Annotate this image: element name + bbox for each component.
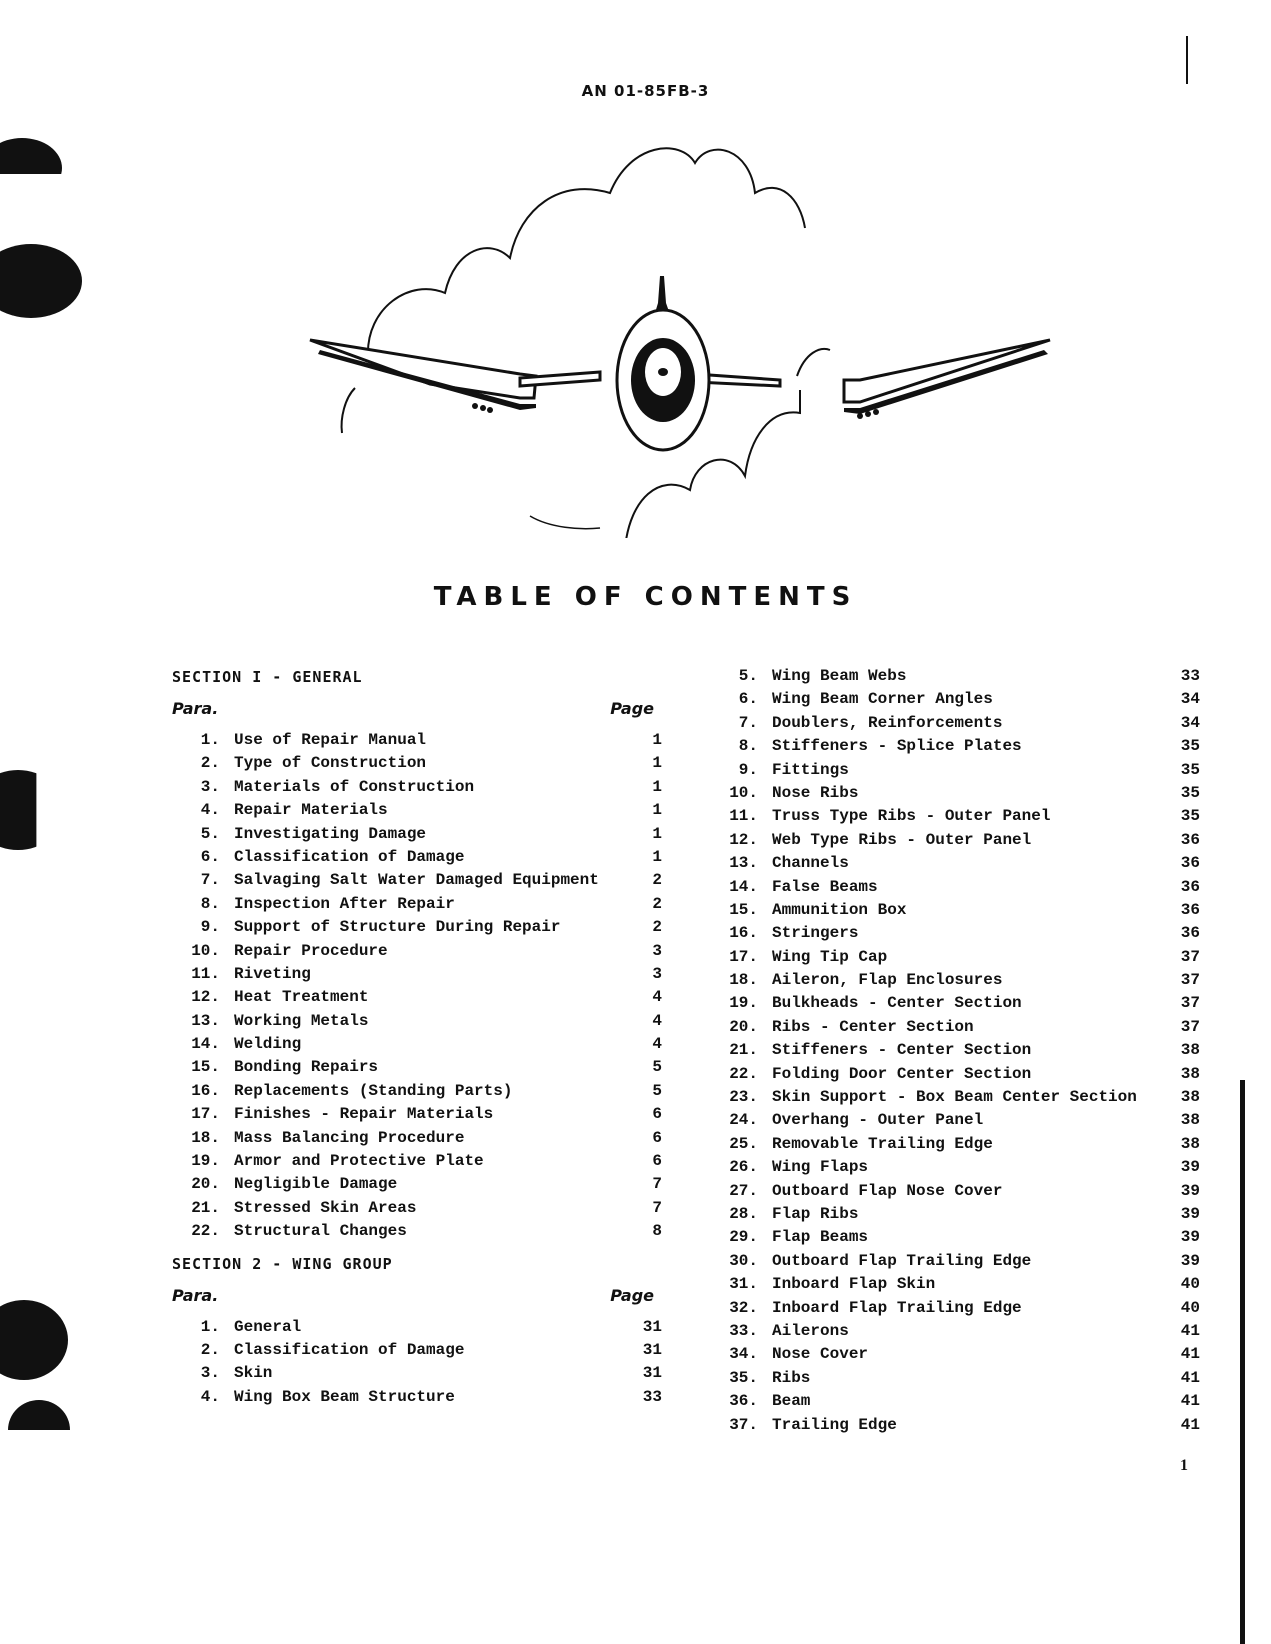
entry-title: Support of Structure During Repair <box>234 918 561 937</box>
entry-number: 33. <box>729 1321 758 1340</box>
entry-page: 41 <box>1180 1345 1200 1364</box>
entry-title: Removable Trailing Edge <box>772 1134 993 1153</box>
entry-page: 1 <box>652 824 662 843</box>
entry-page: 41 <box>1180 1321 1200 1340</box>
entry-number: 10. <box>729 783 758 802</box>
toc-entry[interactable] <box>710 1016 1200 1039</box>
entry-page: 34 <box>1180 690 1200 709</box>
toc-entry[interactable] <box>710 1273 1200 1296</box>
entry-title: Classification of Damage <box>234 847 465 866</box>
entry-page: 38 <box>1180 1064 1200 1083</box>
airplane-clouds-illustration <box>300 118 1100 538</box>
entry-title: Nose Cover <box>772 1345 869 1364</box>
entry-title: Doublers, Reinforcements <box>772 713 1003 732</box>
entry-title: Inspection After Repair <box>234 894 455 913</box>
entry-title: Wing Tip Cap <box>772 947 888 966</box>
toc-list <box>710 665 1200 1437</box>
entry-number: 23. <box>729 1088 758 1107</box>
entry-title: Aileron, Flap Enclosures <box>772 971 1003 990</box>
entry-number: 18. <box>191 1128 220 1147</box>
entry-number: 9. <box>200 918 220 937</box>
toc-entry[interactable] <box>172 1173 662 1196</box>
entry-title: Truss Type Ribs - Outer Panel <box>772 807 1051 826</box>
entry-number: 5. <box>738 667 758 685</box>
toc-entry[interactable] <box>172 1150 662 1173</box>
entry-page: 1 <box>652 847 662 866</box>
toc-entry[interactable] <box>710 922 1200 945</box>
toc-entry[interactable] <box>172 1033 662 1056</box>
entry-title: Riveting <box>234 964 311 983</box>
entry-number: 24. <box>729 1111 758 1130</box>
para-header: Para. <box>172 1285 219 1305</box>
entry-page: 1 <box>652 777 662 796</box>
entry-number: 14. <box>729 877 758 896</box>
toc-entry[interactable] <box>172 1197 662 1220</box>
entry-title: Trailing Edge <box>772 1415 897 1434</box>
toc-entry[interactable] <box>172 1220 662 1243</box>
entry-title: Overhang - Outer Panel <box>772 1111 984 1130</box>
entry-number: 22. <box>729 1064 758 1083</box>
column-headers <box>172 689 662 729</box>
entry-number: 2. <box>200 1340 220 1359</box>
entry-number: 6. <box>200 847 220 866</box>
entry-number: 2. <box>200 754 220 773</box>
page-header: Page <box>610 699 654 718</box>
entry-title: Investigating Damage <box>234 824 427 843</box>
toc-entry[interactable] <box>710 1063 1200 1086</box>
toc-entry[interactable] <box>172 916 662 939</box>
entry-number: 13. <box>191 1011 220 1030</box>
toc-entry[interactable] <box>172 940 662 963</box>
entry-page: 39 <box>1180 1204 1200 1223</box>
entry-page: 1 <box>652 754 662 773</box>
entry-number: 20. <box>729 1017 758 1036</box>
toc-entry[interactable] <box>710 1390 1200 1413</box>
entry-number: 13. <box>729 854 758 873</box>
entry-number: 28. <box>729 1204 758 1223</box>
toc-entry[interactable] <box>710 1156 1200 1179</box>
toc-entry[interactable] <box>710 1297 1200 1320</box>
entry-page: 37 <box>1180 994 1200 1013</box>
entry-page: 39 <box>1180 1158 1200 1177</box>
toc-list <box>172 729 662 1244</box>
entry-number: 12. <box>729 830 758 849</box>
entry-number: 22. <box>191 1222 220 1241</box>
entry-page: 36 <box>1180 854 1200 873</box>
entry-page: 3 <box>652 941 662 960</box>
entry-title: Fittings <box>772 760 849 779</box>
entry-number: 36. <box>729 1392 758 1411</box>
entry-page: 6 <box>652 1152 662 1171</box>
document-number: AN 01-85FB-3 <box>581 82 710 100</box>
toc-column-right <box>710 665 1200 1437</box>
entry-page: 40 <box>1180 1298 1200 1317</box>
entry-page: 38 <box>1180 1088 1200 1107</box>
entry-page: 3 <box>652 964 662 983</box>
entry-title: Armor and Protective Plate <box>234 1152 484 1171</box>
entry-title: False Beams <box>772 877 878 896</box>
entry-page: 35 <box>1180 737 1200 756</box>
column-headers <box>172 1276 662 1316</box>
entry-number: 19. <box>729 994 758 1013</box>
entry-page: 31 <box>642 1364 662 1383</box>
entry-title: Type of Construction <box>234 754 427 773</box>
entry-title: Stringers <box>772 924 859 943</box>
entry-page: 37 <box>1180 947 1200 966</box>
entry-title: Channels <box>772 854 849 873</box>
entry-title: Mass Balancing Procedure <box>234 1128 465 1147</box>
entry-page: 37 <box>1180 971 1200 990</box>
entry-number: 1. <box>200 731 220 749</box>
toc-entry[interactable] <box>172 729 662 752</box>
entry-number: 19. <box>191 1152 220 1171</box>
toc-entry[interactable] <box>172 823 662 846</box>
entry-number: 35. <box>729 1368 758 1387</box>
entry-page: 5 <box>652 1081 662 1100</box>
entry-title: Nose Ribs <box>772 783 859 802</box>
toc-entry[interactable] <box>710 899 1200 922</box>
entry-title: Flap Beams <box>772 1228 869 1247</box>
toc-entry[interactable] <box>710 1343 1200 1366</box>
toc-entry[interactable] <box>172 963 662 986</box>
toc-entry[interactable] <box>172 1080 662 1103</box>
entry-page: 2 <box>652 918 662 937</box>
entry-number: 15. <box>191 1058 220 1077</box>
entry-number: 27. <box>729 1181 758 1200</box>
toc-entry[interactable] <box>710 1320 1200 1343</box>
toc-entry[interactable] <box>710 1226 1200 1249</box>
entry-page: 41 <box>1180 1392 1200 1411</box>
entry-page: 1 <box>652 801 662 820</box>
entry-title: Heat Treatment <box>234 988 369 1007</box>
entry-title: Stressed Skin Areas <box>234 1198 417 1217</box>
entry-number: 25. <box>729 1134 758 1153</box>
entry-number: 14. <box>191 1035 220 1054</box>
entry-number: 11. <box>729 807 758 826</box>
toc-entry[interactable] <box>710 1133 1200 1156</box>
entry-page: 2 <box>652 894 662 913</box>
entry-number: 1. <box>200 1317 220 1336</box>
entry-title: Skin <box>234 1364 273 1383</box>
entry-page: 36 <box>1180 877 1200 896</box>
entry-title: Bulkheads - Center Section <box>772 994 1022 1013</box>
entry-number: 7. <box>200 871 220 890</box>
entry-title: Classification of Damage <box>234 1340 465 1359</box>
entry-number: 8. <box>200 894 220 913</box>
entry-number: 29. <box>729 1228 758 1247</box>
entry-number: 4. <box>200 801 220 820</box>
toc-entry[interactable] <box>172 1056 662 1079</box>
entry-page: 4 <box>652 1035 662 1054</box>
entry-number: 18. <box>729 971 758 990</box>
entry-number: 37. <box>729 1415 758 1434</box>
entry-title: Ribs <box>772 1368 811 1387</box>
entry-number: 7. <box>738 713 758 732</box>
entry-title: Welding <box>234 1035 302 1054</box>
toc-entry[interactable] <box>710 1086 1200 1109</box>
toc-entry[interactable] <box>710 712 1200 735</box>
entry-title: Finishes - Repair Materials <box>234 1105 494 1124</box>
entry-number: 31. <box>729 1275 758 1294</box>
entry-page: 37 <box>1180 1017 1200 1036</box>
entry-number: 16. <box>729 924 758 943</box>
entry-title: Repair Procedure <box>234 941 388 960</box>
entry-number: 8. <box>738 737 758 756</box>
entry-page: 39 <box>1180 1228 1200 1247</box>
entry-title: Web Type Ribs - Outer Panel <box>772 830 1032 849</box>
entry-number: 21. <box>191 1198 220 1217</box>
entry-title: Outboard Flap Trailing Edge <box>772 1251 1032 1270</box>
entry-title: Salvaging Salt Water Damaged Equipment <box>234 871 599 890</box>
entry-title: Inboard Flap Skin <box>772 1275 936 1294</box>
entry-page: 36 <box>1180 924 1200 943</box>
toc-entry[interactable] <box>710 735 1200 758</box>
entry-page: 6 <box>652 1128 662 1147</box>
entry-page: 8 <box>652 1222 662 1241</box>
toc-entry[interactable] <box>172 1386 662 1409</box>
entry-number: 5. <box>200 824 220 843</box>
toc-entry[interactable] <box>172 893 662 916</box>
entry-number: 32. <box>729 1298 758 1317</box>
toc-entry[interactable] <box>710 782 1200 805</box>
toc-entry[interactable] <box>710 1250 1200 1273</box>
toc-entry[interactable] <box>710 1180 1200 1203</box>
punch-hole <box>0 138 62 198</box>
punch-hole <box>8 1400 70 1460</box>
entry-page: 6 <box>652 1105 662 1124</box>
entry-title: Negligible Damage <box>234 1175 398 1194</box>
entry-number: 17. <box>191 1105 220 1124</box>
entry-page: 36 <box>1180 900 1200 919</box>
entry-number: 3. <box>200 777 220 796</box>
entry-title: Inboard Flap Trailing Edge <box>772 1298 1022 1317</box>
entry-page: 41 <box>1180 1368 1200 1387</box>
entry-page: 4 <box>652 988 662 1007</box>
entry-page: 2 <box>652 871 662 890</box>
toc-entry[interactable] <box>172 1010 662 1033</box>
entry-number: 3. <box>200 1364 220 1383</box>
page-title: TABLE OF CONTENTS <box>433 582 858 612</box>
toc-entry[interactable] <box>172 986 662 1009</box>
page-header: Page <box>610 1285 654 1305</box>
punch-hole <box>0 1300 68 1380</box>
entry-page: 38 <box>1180 1111 1200 1130</box>
entry-number: 26. <box>729 1158 758 1177</box>
entry-page: 4 <box>652 1011 662 1030</box>
entry-title: Wing Box Beam Structure <box>234 1387 455 1406</box>
entry-title: Skin Support - Box Beam Center Section <box>772 1088 1137 1107</box>
entry-page: 33 <box>1180 667 1200 685</box>
entry-page: 36 <box>1180 830 1200 849</box>
punch-hole <box>0 244 82 318</box>
toc-entry[interactable] <box>710 969 1200 992</box>
entry-page: 40 <box>1180 1275 1200 1294</box>
toc-entry[interactable] <box>710 688 1200 711</box>
entry-page: 38 <box>1180 1134 1200 1153</box>
toc-entry[interactable] <box>710 759 1200 782</box>
entry-number: 15. <box>729 900 758 919</box>
entry-number: 17. <box>729 947 758 966</box>
entry-number: 21. <box>729 1041 758 1060</box>
entry-page: 38 <box>1180 1041 1200 1060</box>
entry-number: 6. <box>738 690 758 709</box>
toc-entry[interactable] <box>710 829 1200 852</box>
entry-page: 39 <box>1180 1181 1200 1200</box>
toc-entry[interactable] <box>710 876 1200 899</box>
entry-page: 1 <box>652 731 662 749</box>
entry-number: 12. <box>191 988 220 1007</box>
entry-title: Flap Ribs <box>772 1204 859 1223</box>
entry-number: 16. <box>191 1081 220 1100</box>
toc-entry[interactable] <box>172 1362 662 1385</box>
toc-entry[interactable] <box>172 846 662 869</box>
toc-entry[interactable] <box>172 1103 662 1126</box>
entry-number: 10. <box>191 941 220 960</box>
entry-title: Wing Beam Webs <box>772 667 907 685</box>
entry-title: Stiffeners - Center Section <box>772 1041 1032 1060</box>
toc-entry[interactable] <box>172 1339 662 1362</box>
entry-number: 34. <box>729 1345 758 1364</box>
toc-entry[interactable] <box>710 946 1200 969</box>
punch-hole <box>0 770 64 850</box>
entry-title: Repair Materials <box>234 801 388 820</box>
entry-title: Use of Repair Manual <box>234 731 427 749</box>
entry-number: 20. <box>191 1175 220 1194</box>
toc-entry[interactable] <box>710 665 1200 688</box>
entry-number: 9. <box>738 760 758 779</box>
entry-page: 35 <box>1180 760 1200 779</box>
entry-title: General <box>234 1317 302 1336</box>
section-heading: SECTION 2 - WING GROUP <box>172 1254 393 1273</box>
toc-entry[interactable] <box>710 1414 1200 1437</box>
entry-page: 31 <box>642 1317 662 1336</box>
entry-page: 31 <box>642 1340 662 1359</box>
entry-number: 30. <box>729 1251 758 1270</box>
toc-entry[interactable] <box>710 852 1200 875</box>
toc-entry[interactable] <box>710 1203 1200 1226</box>
toc-list <box>172 1316 662 1410</box>
entry-page: 5 <box>652 1058 662 1077</box>
entry-title: Materials of Construction <box>234 777 475 796</box>
entry-title: Stiffeners - Splice Plates <box>772 737 1022 756</box>
entry-page: 33 <box>642 1387 662 1406</box>
toc-entry[interactable] <box>710 992 1200 1015</box>
entry-title: Folding Door Center Section <box>772 1064 1032 1083</box>
toc-entry[interactable] <box>172 1127 662 1150</box>
entry-title: Wing Flaps <box>772 1158 869 1177</box>
entry-title: Replacements (Standing Parts) <box>234 1081 513 1100</box>
page-edge <box>1240 1080 1245 1644</box>
toc-entry[interactable] <box>172 752 662 775</box>
para-header: Para. <box>172 699 219 718</box>
toc-entry[interactable] <box>710 1109 1200 1132</box>
entry-title: Ammunition Box <box>772 900 907 919</box>
entry-page: 7 <box>652 1198 662 1217</box>
entry-title: Working Metals <box>234 1011 369 1030</box>
section-heading: SECTION I - GENERAL <box>172 668 363 686</box>
entry-title: Beam <box>772 1392 811 1411</box>
toc-entry[interactable] <box>710 805 1200 828</box>
entry-title: Wing Beam Corner Angles <box>772 690 993 709</box>
entry-title: Outboard Flap Nose Cover <box>772 1181 1003 1200</box>
entry-page: 34 <box>1180 713 1200 732</box>
toc-entry[interactable] <box>172 776 662 799</box>
toc-entry[interactable] <box>172 869 662 892</box>
entry-page: 39 <box>1180 1251 1200 1270</box>
page-number: 1 <box>1180 1457 1188 1474</box>
toc-entry[interactable] <box>172 1316 662 1339</box>
entry-page: 41 <box>1180 1415 1200 1434</box>
entry-title: Ailerons <box>772 1321 849 1340</box>
page-edge <box>1186 36 1188 84</box>
entry-page: 35 <box>1180 783 1200 802</box>
toc-entry[interactable] <box>172 799 662 822</box>
entry-number: 4. <box>200 1387 220 1406</box>
entry-title: Structural Changes <box>234 1222 407 1241</box>
entry-title: Ribs - Center Section <box>772 1017 974 1036</box>
toc-entry[interactable] <box>710 1039 1200 1062</box>
toc-column-left <box>172 665 662 1409</box>
entry-title: Bonding Repairs <box>234 1058 379 1077</box>
entry-page: 35 <box>1180 807 1200 826</box>
entry-number: 11. <box>191 964 220 983</box>
toc-entry[interactable] <box>710 1367 1200 1390</box>
entry-page: 7 <box>652 1175 662 1194</box>
